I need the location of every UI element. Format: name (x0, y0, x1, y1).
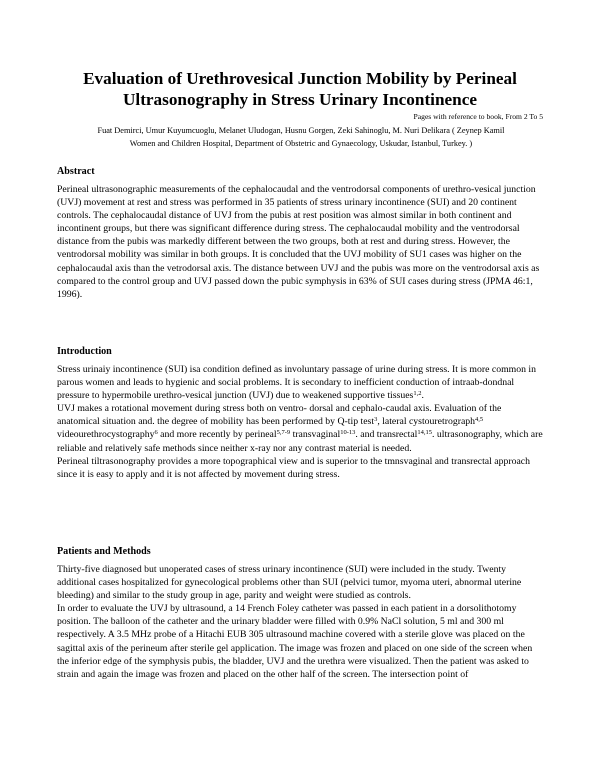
intro-p2-d: and more recently by perineal (157, 429, 277, 441)
citation-ref: 4,5 (475, 416, 484, 424)
introduction-paragraph-3: Perineal tiltrasonography provides a more topographical view and is superior to the tmnsvaginal and transrectal approach since it is easy to apply and it is not affected by movement during stress. (57, 455, 530, 480)
introduction-paragraph-2 (57, 402, 546, 454)
introduction-heading: Introduction (57, 346, 112, 357)
authors-line-1: Fuat Demirci, Umur Kuyumcuoglu, Melanet Uludogan, Husnu Gorgen, Zeki Sahinoglu, M. Nuri Delikara ( Zeynep Kamil (97, 126, 505, 135)
introduction-paragraph-1 (57, 363, 546, 402)
intro-p2-f: . and transrectal (355, 429, 418, 441)
abstract-paragraph: Perineal ultrasonographic measurements of the cephalocaudal and the ventrodorsal components of urethro-vesical junction (UVJ) movement at rest and stress was performed in 35 patients of stress urinary incontinence (SUI) and 20 continent controls. The cephalocaudal distance of UVJ from the pubis at rest position was almost similar in both continent and incontinent groups, but there was significant difference during stress. The cephalocaudal mobility and the ventrodorsal distance from the pubis was markedly different between the two groups, both at rest and during stress. However, the ventrodorsal mobility was similar in both groups. It is concluded that the UVJ mobility of SU1 cases was higher on the cephalocaudal axis than the vetrodorsal axis. The distance between UVJ and the pubis was more on the ventrodorsal axis as compared to the control group and UVJ passed down the pubic symphysis in 63% of SUI cases during stress (JPMA 46:1, 1996). (57, 184, 540, 300)
title-line-1: Evaluation of Urethrovesical Junction Mobility by Perineal (83, 69, 517, 88)
authors-line-2: Women and Children Hospital, Department of Obstetric and Gynaecology, Uskudar, Istanbul, Turkey. ) (129, 138, 473, 148)
intro-p2-b: , lateral cystouretrograph (377, 416, 476, 428)
author-affiliations (58, 125, 544, 150)
methods-paragraph-1: Thirty-five diagnosed but unoperated cases of stress urinary incontinence (SUI) were included in the study. Twenty additional cases hospitalized for gynecological problems other than SUI (pelvici tumor, myoma uteri, abnormal uterine bleeding) and similar to the study group in age, parity and weight were studied as controls. (57, 564, 522, 602)
intro-p2-e: transvaginal (290, 429, 341, 441)
title-line-2: Ultrasonography in Stress Urinary Incontinence (123, 90, 477, 109)
citation-ref: 10-13 (340, 429, 356, 437)
introduction-text (57, 363, 546, 481)
methods-heading: Patients and Methods (57, 546, 151, 557)
intro-p2-g: . ultrasonography, which are reliable and relatively safe methods since neither x-ray nor any contrast material is needed. (57, 429, 543, 454)
intro-p1-text: Stress urinaiy incontinence (SUI) isa condition defined as involuntary passage of urine during stress. It is more common in parous women and leads to hygienic and social problems. It is secondary to inefficient conduction of intraab-dondnal pressure to hypermobile urethro-vesical junction (UVJ) due to weakened supportive tissues (57, 364, 537, 402)
intro-p2-c: videourethrocystography (57, 429, 155, 441)
abstract-text (57, 183, 546, 301)
intro-p1-end: . (421, 390, 424, 402)
citation-ref: 3 (374, 416, 378, 424)
citation-ref: 5,7-9 (276, 429, 291, 437)
citation-ref: 14,15 (417, 429, 433, 437)
citation-ref: 6 (154, 429, 158, 437)
paper-title (40, 68, 560, 110)
methods-text (57, 563, 546, 681)
abstract-heading: Abstract (57, 166, 95, 177)
pages-reference: Pages with reference to book, From 2 To 5 (413, 112, 543, 121)
methods-paragraph-2: In order to evaluate the UVJ by ultrasound, a 14 French Foley catheter was passed in each patient in a dorsolithotomy position. The balloon of the catheter and the urinary bladder were filled with 0.9% NaCl solution, 5 ml and 300 ml respectively. A 3.5 MHz probe of a Hitachi EUB 305 ultrasound machine covered with a sterile glove was placed on the sagittal axis of the perineum after sterile gel application. The image was frozen and placed on one side of the screen when the inferior edge of the symphysis pubis, the bladder, UVJ and the urethra were visualized. Then the patient was asked to strain and again the image was frozen and placed on the other half of the screen. The intersection point of (57, 603, 533, 680)
citation-ref: 1,2 (413, 390, 422, 398)
intro-p2-a: UVJ makes a rotational movement during stress both on ventro- dorsal and cephalo-caudal axis. Evaluation of the anatomical situation and. the degree of mobility has been performed by Q-tip test (57, 403, 502, 428)
